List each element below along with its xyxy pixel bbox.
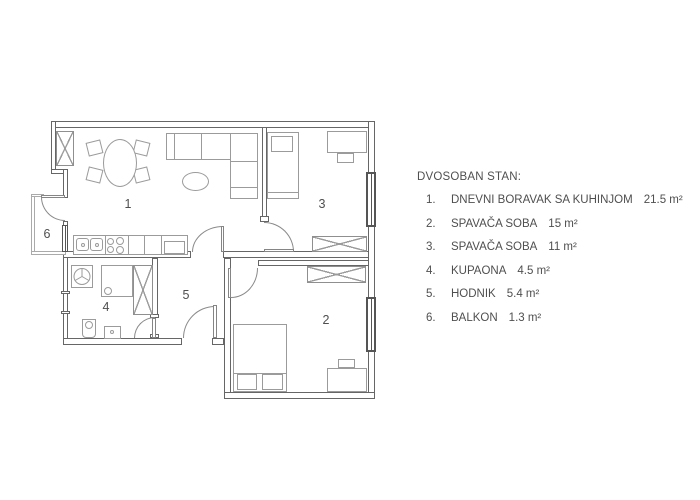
bedroom3-door-arc xyxy=(264,222,294,252)
stove-burner xyxy=(116,246,124,254)
wall-horizontal-main-right xyxy=(223,251,375,258)
legend-item xyxy=(417,312,697,325)
wall-tick xyxy=(61,291,70,294)
legend-item-area: 21.5 m² xyxy=(643,194,683,206)
sink-drain xyxy=(110,330,114,334)
coffee-table xyxy=(182,172,209,191)
balcony-door-arc xyxy=(41,197,65,221)
stove-burner xyxy=(116,237,124,245)
legend-item-area: 1.3 m² xyxy=(508,311,542,324)
bathroom-door-leaf xyxy=(152,318,156,338)
shower-drain xyxy=(104,287,112,295)
bedroom3-door-leaf xyxy=(264,249,294,252)
legend-item-area: 5.4 m² xyxy=(506,288,540,300)
legend-item-number: 2. xyxy=(426,217,436,230)
room-label-bedroom3: 3 xyxy=(318,197,326,211)
entrance-door-arc xyxy=(183,306,215,338)
bathroom-cabinet xyxy=(133,265,153,315)
legend-item-number: 3. xyxy=(426,241,436,253)
wall-bottom-jamb xyxy=(212,338,224,345)
room-label-balcony: 6 xyxy=(43,227,51,241)
legend-title: DVOSOBAN STAN: xyxy=(417,171,522,183)
legend-item xyxy=(417,218,697,231)
bedroom2-door-arc xyxy=(231,268,258,298)
wardrobe xyxy=(56,131,74,166)
sofa xyxy=(166,133,231,160)
wall-top xyxy=(51,121,375,128)
legend-item xyxy=(417,241,697,254)
legend-item-label: HODNIK xyxy=(451,288,496,300)
legend-item xyxy=(417,288,697,301)
window-bedroom2 xyxy=(366,297,376,352)
legend-item xyxy=(417,194,697,207)
room-label-bathroom: 4 xyxy=(102,300,110,314)
stove-burner xyxy=(107,246,114,253)
legend-item-label: KUPAONA xyxy=(451,264,507,277)
desk xyxy=(327,368,367,392)
pillow xyxy=(237,374,257,390)
legend-item-label: BALKON xyxy=(451,311,498,324)
livingroom-door-leaf xyxy=(221,226,224,252)
sofa-chaise xyxy=(230,133,258,199)
pillow xyxy=(271,136,293,152)
legend xyxy=(417,171,697,335)
toilet-bowl xyxy=(85,321,93,329)
wall-right-upper xyxy=(368,121,375,173)
dining-table xyxy=(103,139,137,187)
wall-right-mid xyxy=(368,226,375,298)
legend-item-number: 6. xyxy=(426,311,436,324)
legend-item-label: SPAVAČA SOBA xyxy=(451,241,538,253)
wardrobe xyxy=(312,236,367,252)
wall-left-bathroom xyxy=(63,251,68,345)
balcony-wall-bottom xyxy=(31,251,66,255)
dining-chair xyxy=(86,166,104,183)
wall-bottom-left xyxy=(63,338,182,345)
pillow xyxy=(262,374,283,390)
wall-bedroom2-bottom xyxy=(224,392,375,399)
legend-item-number: 4. xyxy=(426,264,436,277)
desk xyxy=(327,131,367,153)
faucet xyxy=(81,243,85,247)
room-label-bedroom2: 2 xyxy=(322,313,330,327)
legend-item-number: 1. xyxy=(426,194,436,206)
window-kitchen xyxy=(62,225,68,252)
balcony-door-leaf xyxy=(41,195,65,198)
dining-chair xyxy=(86,139,104,156)
legend-item-area: 11 m² xyxy=(548,241,577,253)
wall-tick xyxy=(61,311,70,314)
faucet xyxy=(95,243,99,247)
room-label-living: 1 xyxy=(124,197,132,211)
legend-item xyxy=(417,265,697,278)
entrance-door-leaf xyxy=(213,305,217,338)
kitchen-cabinet xyxy=(164,241,185,254)
stove-burner xyxy=(107,238,114,245)
desk-chair xyxy=(337,153,354,163)
legend-item-area: 4.5 m² xyxy=(517,264,550,277)
bedroom2-door-leaf xyxy=(228,268,231,298)
room-label-hallway: 5 xyxy=(182,288,190,302)
washing-machine xyxy=(71,265,93,288)
wall-left-mid xyxy=(63,169,68,198)
legend-item-number: 5. xyxy=(426,288,436,300)
balcony-wall-left xyxy=(31,194,35,255)
window-bedroom3 xyxy=(366,172,376,227)
livingroom-door-arc xyxy=(192,226,223,252)
legend-item-label: SPAVAČA SOBA xyxy=(451,217,538,230)
legend-item-label: DNEVNI BORAVAK SA KUHINJOM xyxy=(451,194,633,206)
desk-chair xyxy=(338,359,355,368)
legend-item-area: 15 m² xyxy=(548,217,578,230)
wardrobe xyxy=(307,266,366,283)
